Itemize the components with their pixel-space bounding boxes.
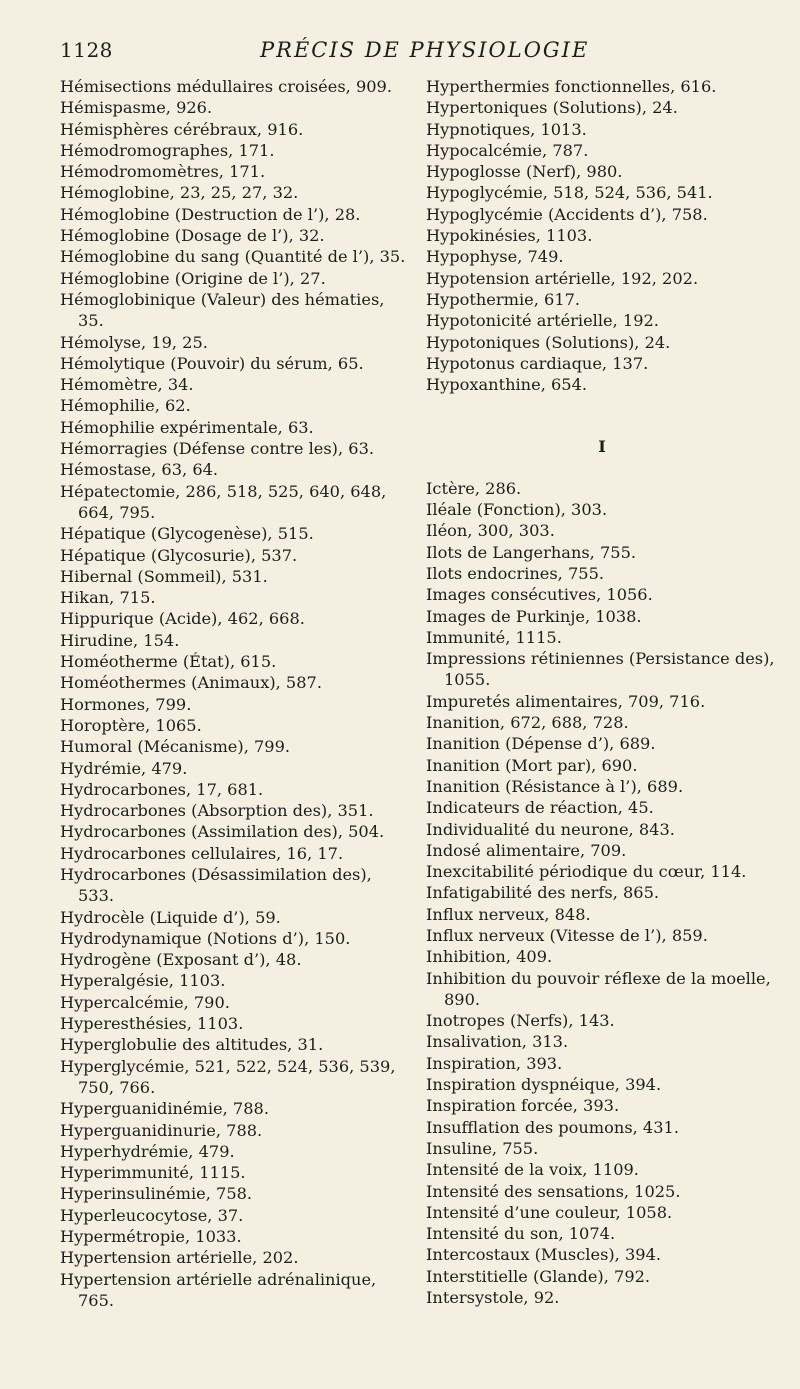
index-entry: Inhibition du pouvoir réflexe de la moelle, 890.: [426, 968, 771, 1009]
index-entry: Inanition (Dépense d’), 689.: [426, 734, 656, 754]
index-entry: Images de Purkinje, 1038.: [426, 606, 642, 626]
index-entry: Hyperalgésie, 1103.: [60, 971, 226, 991]
index-entry: Ilots de Langerhans, 755.: [426, 542, 637, 562]
index-entry: Hyperthermies fonctionnelles, 616.: [426, 77, 717, 96]
index-entry: Indicateurs de réaction, 45.: [426, 798, 654, 818]
index-entry: Hépatique (Glycosurie), 537.: [60, 545, 298, 565]
index-entry: Infatigabilité des nerfs, 865.: [426, 883, 660, 903]
index-entry: Hyperhydrémie, 479.: [60, 1141, 235, 1161]
index-entry: Hydrocarbones (Assimilation des), 504.: [60, 822, 385, 842]
index-entry: Hyperimmunité, 1115.: [60, 1163, 246, 1183]
index-entry: Humoral (Mécanisme), 799.: [60, 737, 291, 757]
page-number: 1128: [60, 38, 113, 62]
index-entry: Hémoglobine (Dosage de l’), 32.: [60, 226, 325, 246]
index-entry: Hibernal (Sommeil), 531.: [60, 566, 268, 586]
index-entry: Hypermétropie, 1033.: [60, 1227, 242, 1247]
index-entry: Ilots endocrines, 755.: [426, 563, 605, 583]
index-entry: Hémomètre, 34.: [60, 375, 194, 395]
index-entry: Images consécutives, 1056.: [426, 585, 653, 605]
index-entry: Intensité du son, 1074.: [426, 1224, 616, 1244]
index-entry: Hypoglycémie (Accidents d’), 758.: [426, 204, 708, 224]
index-entry: Hydrocarbones (Désassimilation des), 533.: [60, 864, 372, 906]
index-entry: Hyperguanidinémie, 788.: [60, 1099, 269, 1119]
index-entry: Inanition (Résistance à l’), 689.: [426, 776, 684, 796]
index-entry: Hypercalcémie, 790.: [60, 992, 230, 1012]
index-entry: Hyperglobulie des altitudes, 31.: [60, 1035, 324, 1055]
index-entry: Immunité, 1115.: [426, 627, 562, 647]
index-entry: Interstitielle (Glande), 792.: [426, 1266, 651, 1286]
index-entry: Insufflation des poumons, 431.: [426, 1117, 679, 1137]
index-entry: Hyperleucocytose, 37.: [60, 1205, 244, 1225]
index-entry: Hypertension artérielle adrénalinique, 765.: [60, 1269, 377, 1310]
index-entry: Hypocalcémie, 787.: [426, 140, 589, 160]
index-entry: Hémoglobine (Destruction de l’), 28.: [60, 204, 361, 224]
index-entry: Hypophyse, 749.: [426, 247, 564, 267]
page-header: [60, 38, 760, 68]
index-entry: Hémophilie, 62.: [60, 396, 191, 416]
index-entry: Hémorragies (Défense contre les), 63.: [60, 439, 375, 459]
index-entry: Hémoglobine (Origine de l’), 27.: [60, 268, 326, 288]
index-entry: Inotropes (Nerfs), 143.: [426, 1011, 615, 1031]
index-entry: Intensité des sensations, 1025.: [426, 1181, 681, 1201]
index-entry: Iléale (Fonction), 303.: [426, 500, 608, 520]
index-entry: Hémodromographes, 171.: [60, 140, 275, 160]
index-entry: Influx nerveux (Vitesse de l’), 859.: [426, 925, 708, 945]
index-entry: Intensité d’une couleur, 1058.: [426, 1202, 673, 1222]
index-entry: Inspiration forcée, 393.: [426, 1096, 620, 1116]
index-entry: Inanition (Mort par), 690.: [426, 755, 638, 775]
section-letter-heading: I: [598, 437, 606, 457]
index-entry: Hypoglosse (Nerf), 980.: [426, 162, 623, 182]
index-entry: Hydrocarbones, 17, 681.: [60, 779, 264, 799]
index-entry: Hypotoniques (Solutions), 24.: [426, 332, 671, 352]
index-entry: Hypoglycémie, 518, 524, 536, 541.: [426, 183, 713, 203]
index-entry: Impuretés alimentaires, 709, 716.: [426, 691, 706, 711]
index-entry: Intercostaux (Muscles), 394.: [426, 1245, 662, 1265]
index-entry: Hypertension artérielle, 202.: [60, 1248, 299, 1268]
index-entry: Hémoglobine, 23, 25, 27, 32.: [60, 183, 299, 203]
index-entry: Indosé alimentaire, 709.: [426, 840, 627, 860]
index-entry: Hypokinésies, 1103.: [426, 226, 593, 246]
index-entry: Hémisphères cérébraux, 916.: [60, 119, 304, 139]
index-entry: Hémostase, 63, 64.: [60, 460, 219, 480]
index-entry: Hémodromomètres, 171.: [60, 162, 266, 182]
index-entry: Intensité de la voix, 1109.: [426, 1160, 639, 1180]
index-entry: Hydrodynamique (Notions d’), 150.: [60, 928, 351, 948]
index-entry: Intersystole, 92.: [426, 1288, 560, 1308]
index-entry: Hippurique (Acide), 462, 668.: [60, 609, 305, 629]
index-entry: Iléon, 300, 303.: [426, 521, 555, 541]
index-entry: Hikan, 715.: [60, 588, 156, 608]
index-entry: Individualité du neurone, 843.: [426, 819, 675, 839]
index-entry: Homéothermes (Animaux), 587.: [60, 673, 322, 693]
index-entry: Hypnotiques, 1013.: [426, 119, 587, 139]
index-entry: Hyperesthésies, 1103.: [60, 1014, 244, 1034]
index-entry: Hyperguanidinurie, 788.: [60, 1120, 263, 1140]
index-entry: Insalivation, 313.: [426, 1032, 569, 1052]
index-entry: Hydrogène (Exposant d’), 48.: [60, 950, 302, 970]
index-entry: Impressions rétiniennes (Persistance des), 1055.: [426, 649, 775, 690]
index-entry: Insuline, 755.: [426, 1138, 539, 1158]
index-entry: Hyperinsulinémie, 758.: [60, 1184, 253, 1204]
index-entry: Hémisections médullaires croisées, 909.: [60, 77, 392, 96]
index-entry: Hémoglobine du sang (Quantité de l’), 35.: [60, 247, 406, 267]
index-entry: Hormones, 799.: [60, 694, 192, 714]
index-entry: Hypothermie, 617.: [426, 289, 581, 309]
index-entry: Hémoglobinique (Valeur) des hématies, 35.: [60, 289, 385, 331]
index-entry: Hypertoniques (Solutions), 24.: [426, 98, 678, 118]
index-entry: Homéotherme (État), 615.: [60, 652, 277, 672]
index-entry: Inspiration, 393.: [426, 1053, 563, 1073]
index-entry: Hypotonus cardiaque, 137.: [426, 353, 649, 373]
index-entry: Hydrocarbones (Absorption des), 351.: [60, 801, 374, 821]
index-entry: Hydrocarbones cellulaires, 16, 17.: [60, 843, 344, 863]
index-entry: Ictère, 286.: [426, 478, 522, 498]
index-entry: Hypotension artérielle, 192, 202.: [426, 268, 699, 288]
index-entry: Hépatectomie, 286, 518, 525, 640, 648, 664, 795.: [60, 481, 387, 522]
index-group-h-continued: [426, 76, 778, 395]
index-entry: Horoptère, 1065.: [60, 715, 202, 735]
running-title: PRÉCIS DE PHYSIOLOGIE: [260, 38, 590, 62]
index-column-left: [60, 76, 406, 1311]
index-entry: Hémolytique (Pouvoir) du sérum, 65.: [60, 353, 364, 373]
index-entry: Hydrémie, 479.: [60, 758, 188, 778]
index-column-right: [426, 76, 778, 1308]
index-entry: Hypoxanthine, 654.: [426, 375, 588, 395]
index-entry: Inexcitabilité périodique du cœur, 114.: [426, 862, 747, 882]
index-entry: Inspiration dyspnéique, 394.: [426, 1075, 662, 1095]
index-entry: Influx nerveux, 848.: [426, 904, 591, 924]
index-entry: Inanition, 672, 688, 728.: [426, 713, 629, 733]
index-entry: Inhibition, 409.: [426, 947, 553, 967]
index-entry: Hirudine, 154.: [60, 630, 180, 650]
index-entry: Hépatique (Glycogenèse), 515.: [60, 524, 314, 544]
index-group-i: [426, 478, 778, 1309]
index-entry: Hémolyse, 19, 25.: [60, 332, 208, 352]
index-entry: Hémispasme, 926.: [60, 98, 213, 118]
index-entry: Hémophilie expérimentale, 63.: [60, 417, 314, 437]
index-entry: Hypotonicité artérielle, 192.: [426, 311, 659, 331]
index-entry: Hydrocèle (Liquide d’), 59.: [60, 907, 281, 927]
index-entry: Hyperglycémie, 521, 522, 524, 536, 539, 750, 766.: [60, 1056, 396, 1097]
